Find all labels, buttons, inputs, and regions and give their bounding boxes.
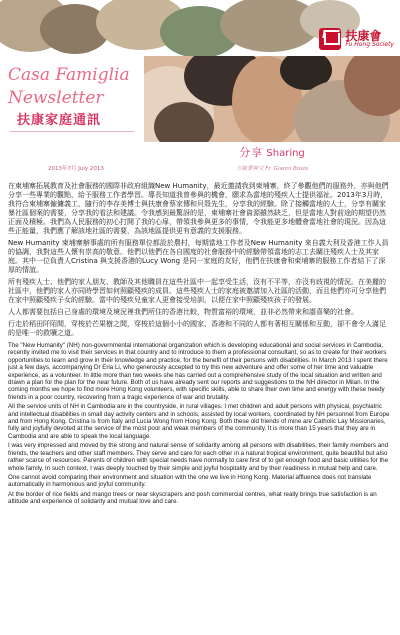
paragraph-en-2: All the service units of NH in Cambodia are in the countryside, in rural villages. I met children and adult persons with physical, psychiatric and intellectual disabilities in small day activity centers and in schools, assisted by local workers, coordinated by NH personnel from Europe and from Hong Kong. Cristina is from Italy and Lucia Wong from Hong Kong. Both these old friends of mine are Catholic Lay Missionaries, fully and joyfully devoted at the service of the most poor and weak members of the community. It is more than 15 years that they are in Cambodia and are able to speak the local language. <box>8 403 390 440</box>
divider <box>10 131 134 132</box>
paragraph-cn-1: 在柬埔寨拓展教育及社會服務的國際非政府組織New Humanity，最近邀請我到柬埔寨，終了參觀他們的服務外，亦與他們分享一些專業的觀點，給予服務工作者學習。導長知道我曾參與的機會，願求為當地的殘疾人士提供福祉。2013年3月時，我符合柬埔寨僱傭義工，隨行的李存美博士與扶康會蔡家傳和貝殼先生，分享我的經驗。除了接觸當地的人士，分享有關家暴社區個案的需要，分享我的看法和建議。令我感到最驚訝的是，柬埔寨社會資源雖然缺乏，但是當地人對前途的期望仍然正面及積極。我們為人民服務的初心打開了我的心扉，帶領我參與更多的事情，令我能更多地體會當地社會的現況。因為這些正能量，我們應了解該地社區的需要，為該地區提供更有意義的支援服務。 <box>8 182 389 235</box>
house-icon <box>319 28 341 50</box>
paragraph-cn-2: New Humanity 柬埔寨辦事處的所有服務單位都設於農村，每期當地工作者及New Humanity 來自義大利及香港工作人員的協調，我對這些人懷有崇高的敬意。他們以他們在各自國度的社會服務中的經驗帶領當地的志工去關注殘疾人士及其家庭。其中一位負責人Cristina 與支援香港的Lucy Wong 是同一家庭的友好，他們在扶康會和柬埔寨的服務工作者結下了深厚的情誼。 <box>8 239 389 274</box>
author-byline: 方敏華神父 Fr. Gianni Bosio <box>236 166 308 172</box>
issue-date: 2013年7月 July 2013 <box>48 166 104 172</box>
paragraph-cn-3: 所有殘疾人士、他們的家人朋友、教師及其他職員在這些社區中一起享受生活，沒有不平等，亦沒有歧視的情況。在美麗的社區中，他們的家人亦同時學習如何照顧殘疾的成員。這些殘疾人士的家庭被邀請加入社區的活動，而且他們亦可分享他們在家中照顧殘疾子女的經驗。當中的殘疾兒童家人更會接受培訓，以便在家中照顧殘疾孩子的發展。 <box>8 278 386 304</box>
paragraph-en-4: One cannot avoid comparing their environment and situation with the one we live in Hong Kong. Material affluence does not translate automatically in harmonious and joyful community. <box>8 473 372 489</box>
paragraph-en-3: I was very impressed and moved by the strong and natural sense of solidarity among all persons with disabilities, their family members and friends, the teachers and other staff members. They serve and care for each other in a natural tropical environment, quite beautiful but also rather scarce of resources. Parents of children with special needs have normally to care first of to get enough food and basic utilities for the whole family. In such context, I was deeply touched by their simple and joyful hospitality and by their readiness in mutual help and care. <box>8 442 389 472</box>
cover-photo <box>144 56 400 142</box>
sharing-section-header <box>144 142 400 174</box>
newsletter-title-cn: 扶康家庭通訊 <box>17 113 102 128</box>
masthead <box>0 56 144 176</box>
fu-hong-logo <box>319 28 394 50</box>
newsletter-title: Casa Famiglia Newsletter <box>8 65 130 108</box>
paragraph-en-1: The "New Humanity" (NH) non-governmental international organization which is developing educational and social services in Cambodia, recently invited me to visit their services in that country and to introduce to them a professional consultant, so as to create for their workers opportunities to learn and grow in their knowledge and practice, for the benefit of their persons with disabilities. In March 2013 I spent there just a few days, accompanying Dr Eria Li, who generously accepted to try this new adventure and offer some of her time and valuable experience, as a volunteer. In little more than two weeks she has carried out a comprehensive study of the local situation and written and drawn a plan for the plan for the near future. Both of us have already sent our reports and suggestions to the NH director in Milan. In the coming months we hope to find more Hong Kong volunteers, with specific skills, able to share their own time and energy with these needy friends in a poor country, recovering from a tragic experience of war and brutality. <box>8 342 388 401</box>
chinese-article <box>8 182 392 338</box>
section-title: 分享 Sharing <box>239 146 305 159</box>
paragraph-cn-5: 行走於稻田阡陌間，穿梭於芒果樹之間，穿梭於這個小小的國家、香港和不同的人都有著相互關係和互動，卻不會令人滿足的是唯一的救贖之道。 <box>8 320 386 337</box>
logo-chinese-name: 扶康會 <box>345 28 382 43</box>
article-body <box>8 182 392 508</box>
paragraph-en-5: At the border of rice fields and mango trees or near skyscrapers and posh commercial centres, what really brings true satisfaction is an attitude and experience of solidarity and mutual love and care. <box>8 490 377 506</box>
paragraph-cn-4: 人人都需要包括自己身處的環境及境況裡我們所住的香港比較，物質富裕的環境，並非必然帶來和諧喜樂的社會。 <box>8 308 358 316</box>
english-article <box>8 342 392 506</box>
logo-english-name: Fu Hong Society <box>345 41 394 49</box>
